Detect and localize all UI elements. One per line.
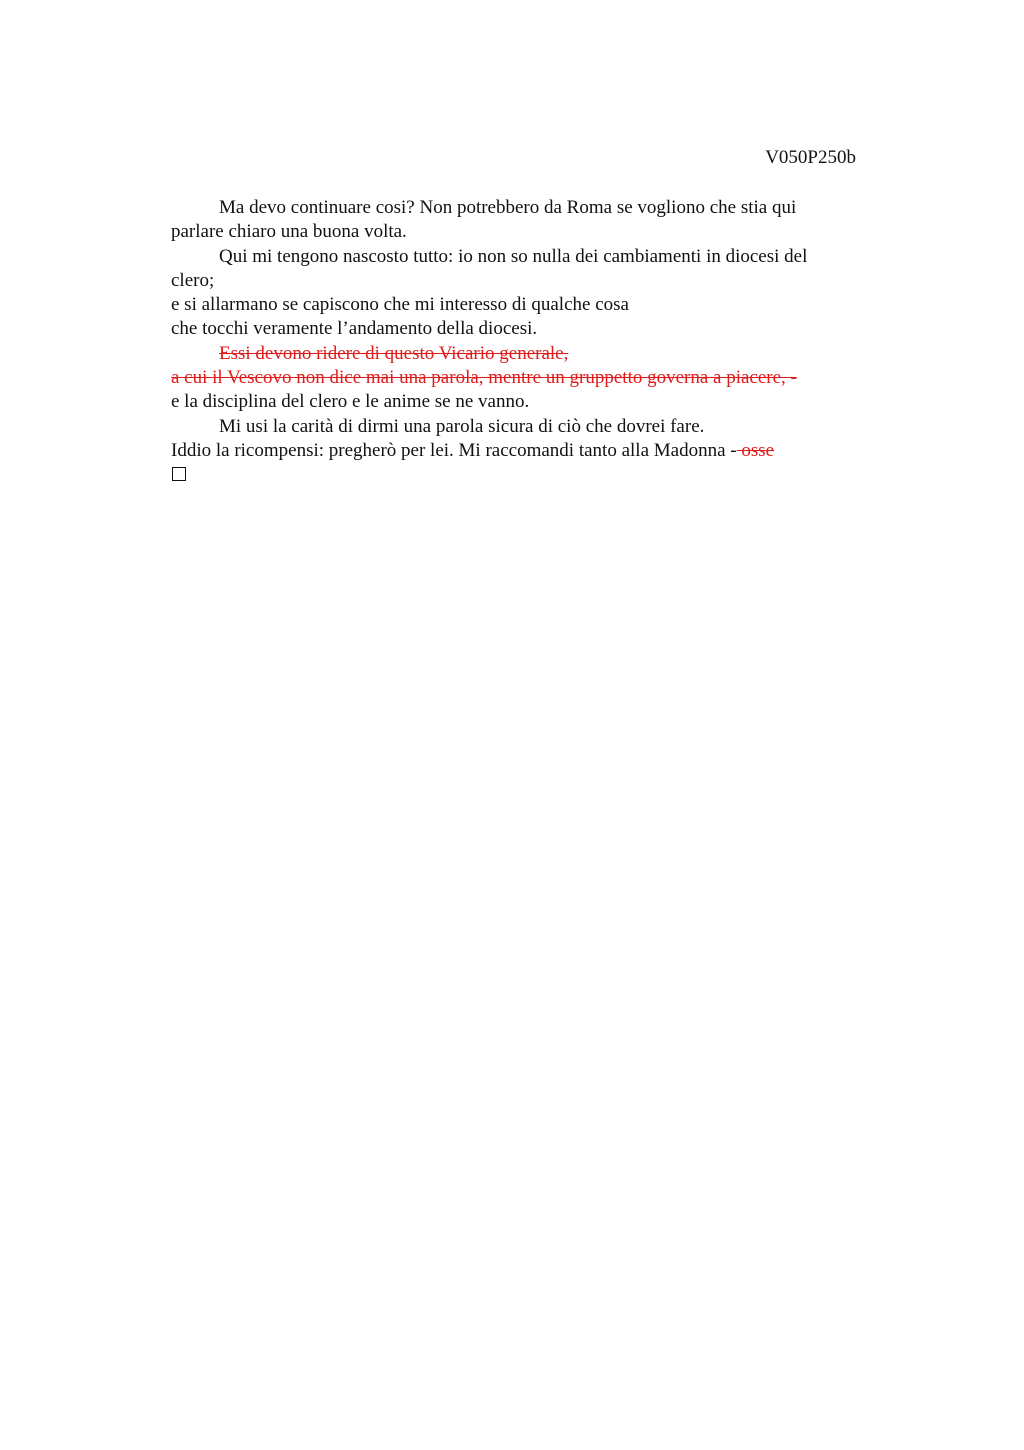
document-id: V050P250b xyxy=(765,147,856,168)
paragraph-line: Qui mi tengono nascosto tutto: io non so nulla dei cambiamenti in diocesi del xyxy=(219,245,808,267)
paragraph-line: Ma devo continuare cosi? Non potrebbero da Roma se vogliono che stia qui xyxy=(219,197,797,218)
paragraph-line: che tocchi veramente l’andamento della diocesi. xyxy=(171,318,538,340)
document-body xyxy=(171,196,871,488)
paragraph-line: Mi usi la carità di dirmi una parola sicura di ciò che dovrei fare. xyxy=(219,415,705,437)
deleted-fragment: osse xyxy=(736,439,775,461)
paragraph-line: e si allarmano se capiscono che mi interesso di qualche cosa xyxy=(171,294,629,316)
paragraph-line: e la disciplina del clero e le anime se ne vanno. xyxy=(171,391,530,413)
deleted-line: Essi devono ridere di questo Vicario generale, xyxy=(219,342,569,364)
line-text: Iddio la ricompensi: pregherò per lei. Mi raccomandi tanto alla Madonna - xyxy=(171,439,737,461)
paragraph-line: clero; xyxy=(171,269,215,291)
deleted-line: a cui il Vescovo non dice mai una parola, mentre un gruppetto governa a piacere, - xyxy=(171,367,797,389)
paragraph-line: parlare chiaro una buona volta. xyxy=(171,221,407,243)
paragraph-line xyxy=(171,439,871,463)
end-marker-line xyxy=(171,463,871,487)
checkbox-square-icon xyxy=(172,467,186,481)
